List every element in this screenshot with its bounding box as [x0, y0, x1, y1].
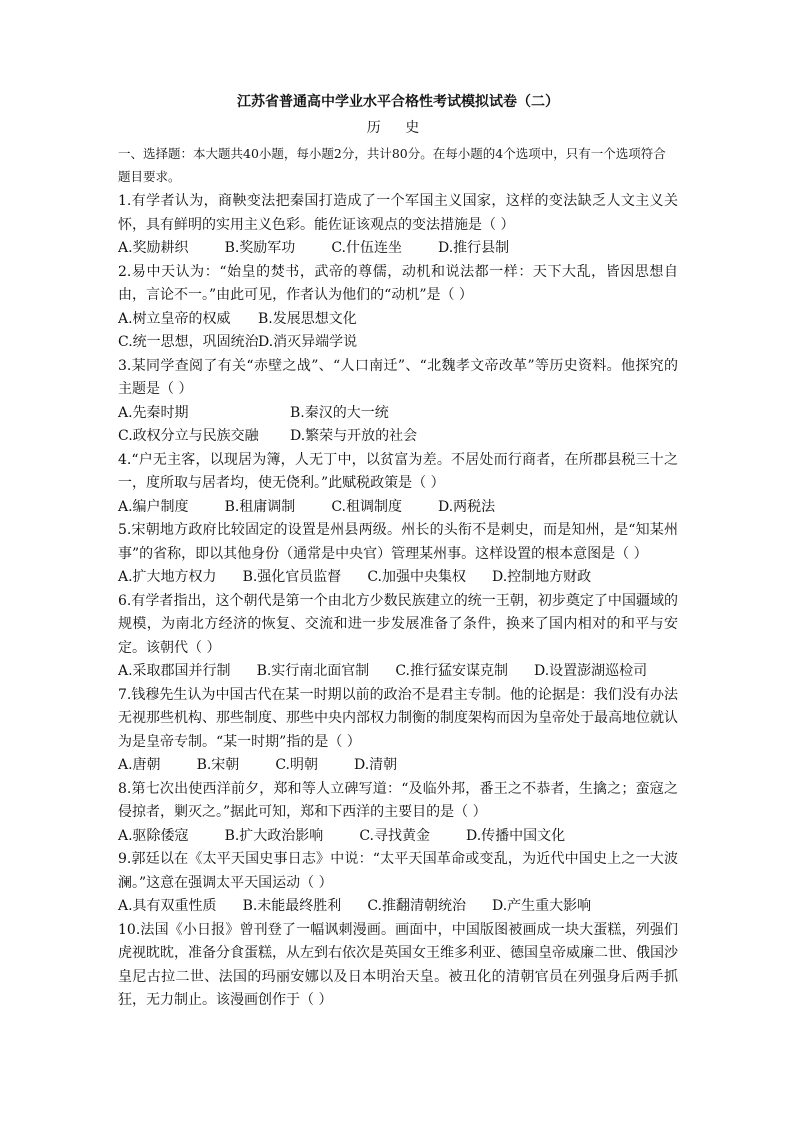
- question-10: [118, 919, 678, 1013]
- options-row: [118, 496, 678, 520]
- option-b: B.未能最终胜利: [242, 898, 342, 914]
- question-stem: 8.第七次出使西洋前夕，郑和等人立碑写道：“及临外邦，番王之不恭者，生擒之；蛮寇之侵掠者，剿灭之。”据此可知，郑和下西洋的主要目的是（ ）: [118, 780, 678, 820]
- question-stem: 4.“户无主客，以现居为簿，人无丁中，以贫富为差。不居处而行商者，在所郡县税三十之一，度所取与居者均，使无侥利。”此赋税政策是（ ）: [118, 451, 678, 491]
- option-b: B.秦汉的大一统: [290, 404, 389, 421]
- option-c: C.推翻清朝统治: [367, 898, 466, 914]
- question-stem: 1.有学者认为，商鞅变法把秦国打造成了一个军国主义国家，这样的变法缺乏人文主义关怀，具有鲜明的实用主义色彩。能佐证该观点的变法措施是（ ）: [118, 193, 678, 233]
- question-stem: 10.法国《小日报》曾刊登了一幅讽刺漫画。画面中，中国版图被画成一块大蛋糕，列强们虎视眈眈，准备分食蛋糕，从左到右依次是英国女王维多利亚、德国皇帝威廉二世、俄国沙皇尼古拉二世、法国的玛丽安娜以及日本明治天皇。被丑化的清朝官员在列强身后两手抓狂，无力制止。该漫画创作于（ ）: [118, 921, 678, 1008]
- option-d: D.设置澎湖巡检司: [533, 663, 648, 679]
- question-stem: 7.钱穆先生认为中国古代在某一时期以前的政治不是君主专制。他的论据是：我们没有办法无视那些机构、那些制度、那些中央内部权力制衡的制度架构而因为皇帝处于最高地位就认为是皇帝专制。“某一时期”指的是（ ）: [118, 686, 678, 750]
- options-grid: [118, 402, 678, 449]
- option-c: C.租调制度: [331, 498, 402, 515]
- options-grid: [118, 308, 678, 355]
- option-c: C.加强中央集权: [367, 569, 466, 585]
- option-c: C.什伍连坐: [331, 240, 402, 256]
- option-c: C.推行猛安谋克制: [395, 663, 508, 679]
- option-b: B.奖励军功: [224, 240, 296, 256]
- option-b: B.发展思想文化: [258, 310, 357, 327]
- exam-subject: 历 史: [366, 120, 430, 136]
- question-8: [118, 778, 678, 849]
- option-a: A.编户制度: [118, 498, 189, 515]
- option-b: B.实行南北面官制: [256, 663, 370, 679]
- option-c: C.统一思想，巩固统治: [118, 334, 259, 350]
- option-b: B.租庸调制: [224, 498, 296, 515]
- question-5: [118, 519, 678, 590]
- question-stem: 2.易中天认为：“始皇的焚书，武帝的尊儒，动机和说法都一样：天下大乱，皆因思想自由，言论不一。”由此可见，作者认为他们的“动机”是（ ）: [118, 263, 678, 303]
- option-d: D.清朝: [353, 757, 398, 773]
- question-stem: 9.郭廷以在《太平天国史事日志》中说：“太平天国革命或变乱，为近代中国史上之一大波澜。”这意在强调太平天国运动（ ）: [118, 851, 678, 891]
- options-row: [118, 237, 678, 261]
- option-d: D.两税法: [437, 498, 496, 515]
- option-a: A.奖励耕织: [118, 240, 189, 256]
- option-c: C.寻找黄金: [359, 827, 430, 844]
- options-row: [118, 825, 678, 849]
- option-d: D.控制地方财政: [491, 569, 592, 585]
- options-row: [118, 754, 678, 778]
- question-stem: 3.某同学查阅了有关“赤壁之战”、“人口南迁”、“北魏孝文帝改革”等历史资料。他探究的主题是（ ）: [118, 357, 678, 397]
- question-9: [118, 848, 678, 919]
- option-d: D.推行县制: [437, 240, 510, 256]
- option-d: D.繁荣与开放的社会: [290, 428, 418, 444]
- exam-page: [118, 92, 678, 1013]
- option-a: A.扩大地方权力: [118, 569, 217, 585]
- question-1: [118, 190, 678, 261]
- section-instructions: 一、选择题：本大题共40小题，每小题2分，共计80分。在每小题的4个选项中，只有一个选项符合题目要求。: [118, 146, 666, 184]
- option-a: A.先秦时期: [118, 404, 189, 421]
- option-a: A.具有双重性质: [118, 898, 217, 914]
- question-3: [118, 355, 678, 449]
- option-a: A.驱除倭寇: [118, 827, 189, 844]
- options-row: [118, 566, 678, 590]
- option-b: B.扩大政治影响: [224, 827, 324, 844]
- option-b: B.强化官员监督: [242, 569, 342, 585]
- option-d: D.消灭异端学说: [258, 334, 358, 350]
- question-7: [118, 684, 678, 778]
- options-row: [118, 660, 678, 684]
- option-a: A.树立皇帝的权威: [118, 310, 231, 327]
- question-6: [118, 590, 678, 684]
- question-4: [118, 449, 678, 520]
- question-2: [118, 261, 678, 355]
- option-a: A.采取郡国并行制: [118, 663, 231, 679]
- option-d: D.产生重大影响: [491, 898, 592, 914]
- exam-title: 江苏省普通高中学业水平合格性考试模拟试卷（二）: [237, 94, 559, 110]
- question-stem: 5.宋朝地方政府比较固定的设置是州县两级。州长的头衔不是刺史，而是知州，是“知某州事”的省称，即以其他身份（通常是中央官）管理某州事。这样设置的根本意图是（ ）: [118, 522, 678, 562]
- option-b: B.宋朝: [196, 757, 240, 773]
- options-row: [118, 895, 678, 919]
- option-d: D.传播中国文化: [465, 827, 566, 844]
- question-stem: 6.有学者指出，这个朝代是第一个由北方少数民族建立的统一王朝，初步奠定了中国疆域的规模，为南北方经济的恢复、交流和进一步发展准备了条件，换来了国内相对的和平与安定。该朝代（ ）: [118, 592, 678, 656]
- option-c: C.政权分立与民族交融: [118, 428, 259, 444]
- option-c: C.明朝: [275, 757, 318, 773]
- option-a: A.唐朝: [118, 757, 161, 773]
